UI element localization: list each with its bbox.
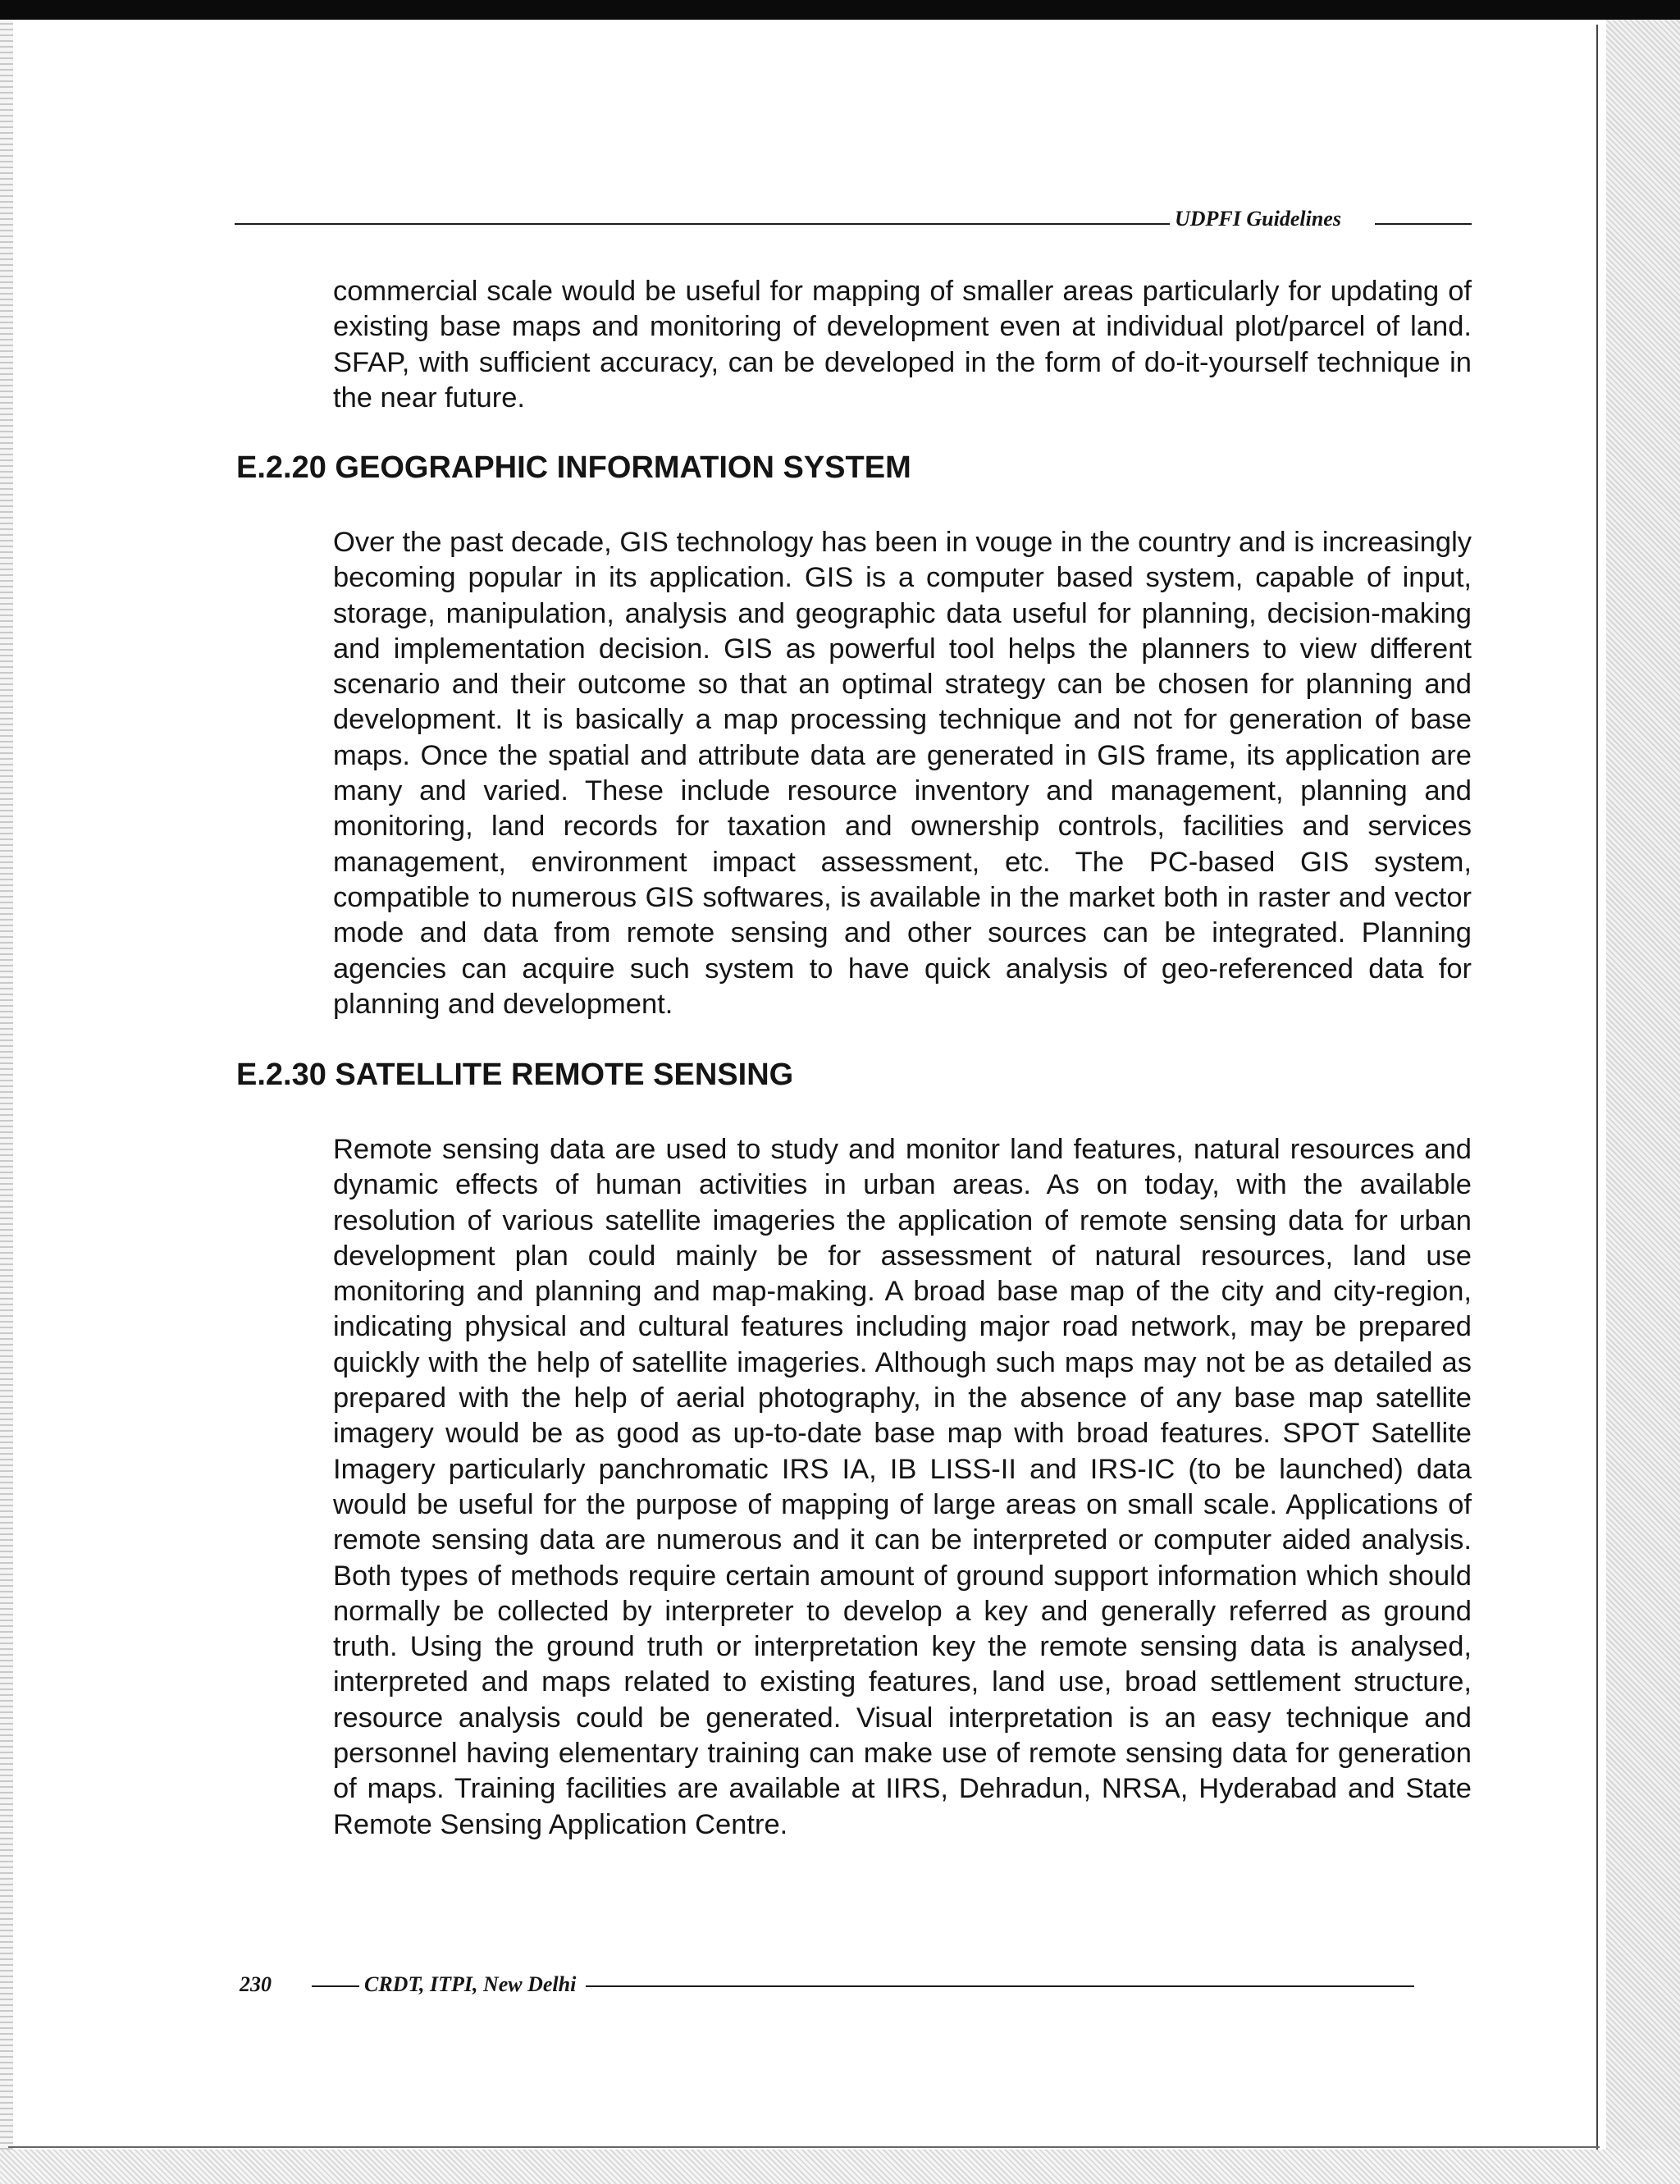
section-heading-remote-sensing: E.2.30 SATELLITE REMOTE SENSING — [236, 1058, 794, 1092]
section-paragraph-gis: Over the past decade, GIS technology has been in vouge in the country and is increasingly becoming popular in its application. GIS is a computer based system, capable of input, storage, manipulation, analysis and geographic data useful for planning, decision-making and implementation decision. GIS as powerful tool helps the planners to view different scenario and their outcome so that an optimal strategy can be chosen for planning and development. It is basically a map processing technique and not for generation of base maps. Once the spatial and attribute data are generated in GIS frame, its application are many and varied. These include resource inventory and management, planning and monitoring, land records for taxation and ownership controls, facilities and services management, environment impact assessment, etc. The PC-based GIS system, compatible to numerous GIS softwares, is available in the market both in raster and vector mode and data from remote sensing and other sources can be integrated. Planning agencies can acquire such system to have quick analysis of geo-referenced data for planning and development. — [333, 527, 1472, 1020]
intro-paragraph: commercial scale would be useful for mapping of smaller areas particularly for updating of existing base maps and monitoring of development even at individual plot/parcel of land. SFAP, with sufficient accuracy, can be developed in the form of do-it-yourself technique in the near future. — [333, 276, 1472, 413]
header-rule-left — [235, 223, 1170, 225]
footer-publisher: CRDT, ITPI, New Delhi — [364, 1972, 577, 1996]
footer-page-number: 230 — [240, 1972, 272, 1996]
footer-rule-long — [586, 1985, 1414, 1987]
running-header-title: UDPFI Guidelines — [1175, 207, 1341, 231]
header-rule-right — [1375, 223, 1472, 225]
scan-bottom-edge-noise — [0, 2150, 1680, 2184]
page-right-edge — [1596, 25, 1598, 2158]
scan-left-edge-noise — [0, 20, 13, 2184]
footer-rule-short — [312, 1985, 359, 1987]
scan-right-edge-noise — [1606, 20, 1680, 2184]
scan-top-border — [0, 0, 1680, 20]
section-paragraph-remote-sensing: Remote sensing data are used to study and monitor land features, natural resources and dynamic effects of human activities in urban areas. As on today, with the available resolution of various satellite imageries the application of remote sensing data for urban development plan could mainly be for assessment of natural resources, land use monitoring and planning and map-making. A broad base map of the city and city-region, indicating physical and cultural features including major road network, may be prepared quickly with the help of satellite imageries. Although such maps may not be as detailed as prepared with the help of aerial photography, in the absence of any base map satellite imagery would be as good as up-to-date base map with broad features. SPOT Satellite Imagery particularly panchromatic IRS IA, IB LISS-II and IRS-IC (to be launched) data would be useful for the purpose of mapping of large areas on small scale. Applications of remote sensing data are numerous and it can be interpreted or computer aided analysis. Both types of methods require certain amount of ground support information which should normally be collected by interpreter to develop a key and generally referred as ground truth. Using the ground truth or interpretation key the remote sensing data is analysed, interpreted and maps related to existing features, land use, broad settlement structure, resource analysis could be generated. Visual interpretation is an easy technique and personnel having elementary training can make use of remote sensing data for generation of maps. Training facilities are available at IIRS, Dehradun, NRSA, Hyderabad and State Remote Sensing Application Centre. — [333, 1134, 1472, 1840]
page-bottom-edge — [8, 2146, 1600, 2148]
section-heading-gis: E.2.20 GEOGRAPHIC INFORMATION SYSTEM — [236, 450, 911, 485]
